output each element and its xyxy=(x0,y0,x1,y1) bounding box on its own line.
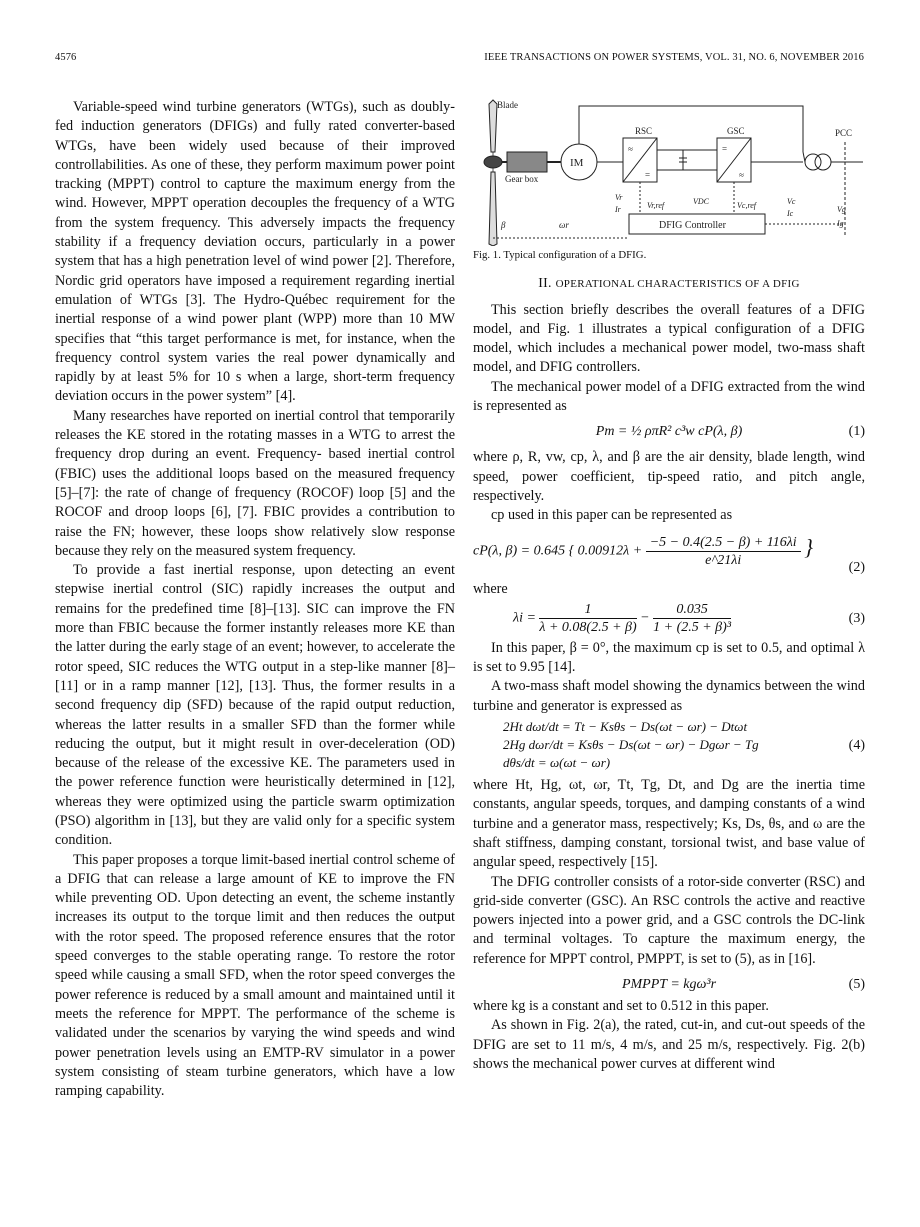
blade-upper xyxy=(489,100,497,152)
ig-label: Ig xyxy=(837,219,844,228)
equation-5-number: (5) xyxy=(848,977,865,993)
vg-label: Vg xyxy=(837,205,846,214)
paragraph: In this paper, β = 0°, the maximum cp is set to 0.5, and optimal λ is set to 9.95 [14]. xyxy=(473,639,865,676)
left-column xyxy=(55,98,455,1101)
transformer-primary xyxy=(805,154,821,170)
paragraph: As shown in Fig. 2(a), the rated, cut-in, and cut-out speeds of the DFIG are set to 11 m/s, 4 m/s, and 25 m/s, respectively. Fig. 2(b) shows the mechanical power curves at different wind xyxy=(473,1017,865,1072)
equation-2-fraction xyxy=(646,534,801,569)
section-number: II. xyxy=(538,275,556,291)
gsc-eq: = xyxy=(722,144,728,154)
gsc-label: GSC xyxy=(727,126,745,136)
equation-3-fraction-1 xyxy=(539,601,636,636)
blade-label: Blade xyxy=(497,100,518,110)
gsc-approx: ≈ xyxy=(739,170,744,180)
equation-2-number: (2) xyxy=(848,559,865,575)
equation-4 xyxy=(473,716,865,776)
journal-header: IEEE TRANSACTIONS ON POWER SYSTEMS, VOL. 31, NO. 6, NOVEMBER 2016 xyxy=(484,52,864,63)
equation-3 xyxy=(473,599,865,639)
rsc-approx: ≈ xyxy=(628,144,633,154)
pcc-label: PCC xyxy=(835,128,853,138)
equation-3-minus: − xyxy=(640,610,650,626)
gearbox-label: Gear box xyxy=(505,174,539,184)
vr-ref-label: Vr,ref xyxy=(647,201,665,210)
equation-3-number: (3) xyxy=(848,610,865,626)
equation-2-lhs: cP(λ, β) = 0.645 { 0.00912λ + xyxy=(473,543,643,559)
equation-2: cP(λ, β) = 0.645 { 0.00912λ + $\frac{-5 - 0.4(2.5 - \beta) + 116\lambda i}{e\^{}21\lambda i}$ } (2) xyxy=(473,526,865,580)
dfig-figure xyxy=(473,96,865,246)
paragraph: This section briefly describes the overall features of a DFIG model, and Fig. 1 illustrates a typical configuration of a DFIG model, which includes a mechanical power model, two-mass shaft model, and DFIG controllers. xyxy=(473,301,865,376)
equation-4-line-3: dθs/dt = ω(ωt − ωr) xyxy=(503,755,611,771)
equation-4-line-1: 2Ht dωt/dt = Tt − Ksθs − Ds(ωt − ωr) − Dtωt xyxy=(503,719,748,735)
equation-2-numerator: −5 − 0.4(2.5 − β) + 116λi xyxy=(646,534,801,552)
right-column xyxy=(473,96,865,1074)
equation-3-f2-numerator: 0.035 xyxy=(653,601,731,619)
paragraph: where xyxy=(473,580,508,597)
paragraph: cp used in this paper can be represented as xyxy=(491,507,733,524)
equation-5 xyxy=(473,969,865,997)
section-title: OPERATIONAL CHARACTERISTICS OF A DFIG xyxy=(555,278,800,291)
equation-3-lhs: λi = xyxy=(513,610,536,626)
paragraph: The DFIG controller consists of a rotor-side converter (RSC) and grid-side converter (GSC). An RSC controls the active and reactive powers injected into a power grid, and a GSC controls the DC-link and terminal voltages. To capture the maximum energy, the reference for MPPT control, PMPPT, is set to (5), as in [16]. xyxy=(473,873,865,967)
equation-3-f2-denominator: 1 + (2.5 + β)³ xyxy=(653,619,732,635)
rsc-eq: = xyxy=(645,170,651,180)
section-heading xyxy=(473,273,865,294)
transformer-secondary xyxy=(815,154,831,170)
gearbox xyxy=(507,152,547,172)
equation-2-denominator: e^21λi xyxy=(705,552,742,568)
equation-3-f1-denominator: λ + 0.08(2.5 + β) xyxy=(539,619,637,635)
equation-5-body: PMPPT = kgω³r xyxy=(621,977,717,993)
paragraph: The mechanical power model of a DFIG extracted from the wind is represented as xyxy=(473,378,865,415)
ic-label: Ic xyxy=(787,209,794,218)
paragraph: Many researches have reported on inertial control that temporarily releases the KE stored in the rotating masses in a WTG to arrest the frequency drop during an event. Frequency- based inertial control (FBIC) uses the additional loops based on the measured frequency [5]–[7]: the rate of change of frequency (ROCOF) loop [5] and the ROCOF and droop loops [6], [7]. FBIC provides a contribution to raise the FN; however, these loops show relatively slow response because they rely on the measured system frequency. xyxy=(55,407,455,559)
vr-label: Vr xyxy=(615,193,623,202)
paragraph: This paper proposes a torque limit-based inertial control scheme of a DFIG that can release a large amount of KE to improve the FN while preventing OD. Upon detecting an event, the scheme instantly increases its output to the torque limit and then reduces the output with the rotor speed. The proposed reference ensures that the rotor speed converges to the stable operating range. To restore the rotor speed while causing a small SFD, when the rotor speed converges the power reference is reduced by a small amount and maintained until it meets the reference for MPPT. The performance of the scheme is validated under the scenarios by varying the wind speeds and wind power penetration levels using an EMTP-RV simulator in a power system consisting of steam turbine generators, which have a low ramping capability. xyxy=(55,851,455,1100)
equation-4-line-2: 2Hg dωr/dt = Ksθs − Ds(ωt − ωr) − Dgωr − Tg xyxy=(503,737,759,753)
rsc-label: RSC xyxy=(635,126,653,136)
paragraph: where kg is a constant and set to 0.512 in this paper. xyxy=(473,998,769,1015)
paragraph: Variable-speed wind turbine generators (WTGs), such as doubly-fed induction generators (DFIGs) and fully rated converter-based WTGs, have been widely used because of their improved controllabilities. As one of these, they perform maximum power point tracking (MPPT) control to capture the maximum energy from the wind. However, MPPT operation decouples the frequency of a WTG from the system frequency. This adversely impacts the frequency stability if a frequency deviation occurs, particularly in a power system that has a high penetration level of wind power [2]. Therefore, Nordic grid operators have imposed a requirement regarding inertial emulation of WTGs [3]. The Hydro-Québec requirement for the inertial response of a wind power plant (WPP) more than 10 MW specifies that “this target performance is met, for instance, when the frequency control system varies the real power dynamically and rapidly by at least 5% for 10 s when a large, short-term frequency deviation occurs in the power system” [4]. xyxy=(55,99,455,405)
paragraph: A two-mass shaft model showing the dynamics between the wind turbine and generator is expressed as xyxy=(473,678,865,714)
beta-label: β xyxy=(501,220,506,230)
paragraph: where Ht, Hg, ωt, ωr, Tt, Tg, Dt, and Dg are the inertia time constants, angular speeds, torques, and damping constants of a wind turbine and a generator mass, respectively; Ks, Ds, θs, and ω are the shaft stiffness, damping constant, torsional twist, and base value of angular speed, respectively [15]. xyxy=(473,777,865,871)
page-number: 4576 xyxy=(55,52,77,63)
omega-label: ωr xyxy=(559,220,569,230)
paragraph: where ρ, R, vw, cp, λ, and β are the air density, blade length, wind speed, power coefficient, tip-speed ratio, and pitch angle, respectively. xyxy=(473,449,865,504)
equation-1-number: (1) xyxy=(848,424,865,440)
ir-label: Ir xyxy=(615,205,621,214)
paragraph: To provide a fast inertial response, upon detecting an event stepwise inertial control (SIC) rapidly increases the output and remains for the predefined time [8]–[13]. SIC can improve the FN more than FBIC because the former instantly releases more KE than the latter during the early stage of an event; however, to accelerate the rotor speed, SIC reduces the WTG output in a step-like manner [8]–[11] or in a ramp manner [12], [13]. Thus, the former results in a second frequency dip (SFD) because of the rapid output reduction, whereas the latter results in a smaller SFD than the former while reducing the output, but it might result in over-deceleration (OD) because of the release of the excessive KE. The parameters used in the power reference function were heuristically determined in [12], whereas they were optimized using the particle swarm optimization (PSO) algorithm in [13], but they are valid only for a specific system condition. xyxy=(55,562,455,849)
equation-3-fraction-2 xyxy=(653,601,731,636)
equation-4-number: (4) xyxy=(848,738,865,754)
equation-1-body: Pm = ½ ρπR² c³w cP(λ, β) xyxy=(595,424,743,440)
im-label: IM xyxy=(570,157,584,169)
hub xyxy=(484,156,502,168)
dfig-diagram xyxy=(473,96,865,246)
blade-lower xyxy=(489,172,497,246)
controller-label: DFIG Controller xyxy=(659,220,726,231)
vdc-label: VDC xyxy=(693,197,709,206)
equation-3-f1-numerator: 1 xyxy=(539,601,636,619)
figure-caption: Fig. 1. Typical configuration of a DFIG. xyxy=(473,249,647,261)
vc-ref-label: Vc,ref xyxy=(737,201,757,210)
vc-label: Vc xyxy=(787,197,796,206)
equation-1 xyxy=(473,416,865,448)
